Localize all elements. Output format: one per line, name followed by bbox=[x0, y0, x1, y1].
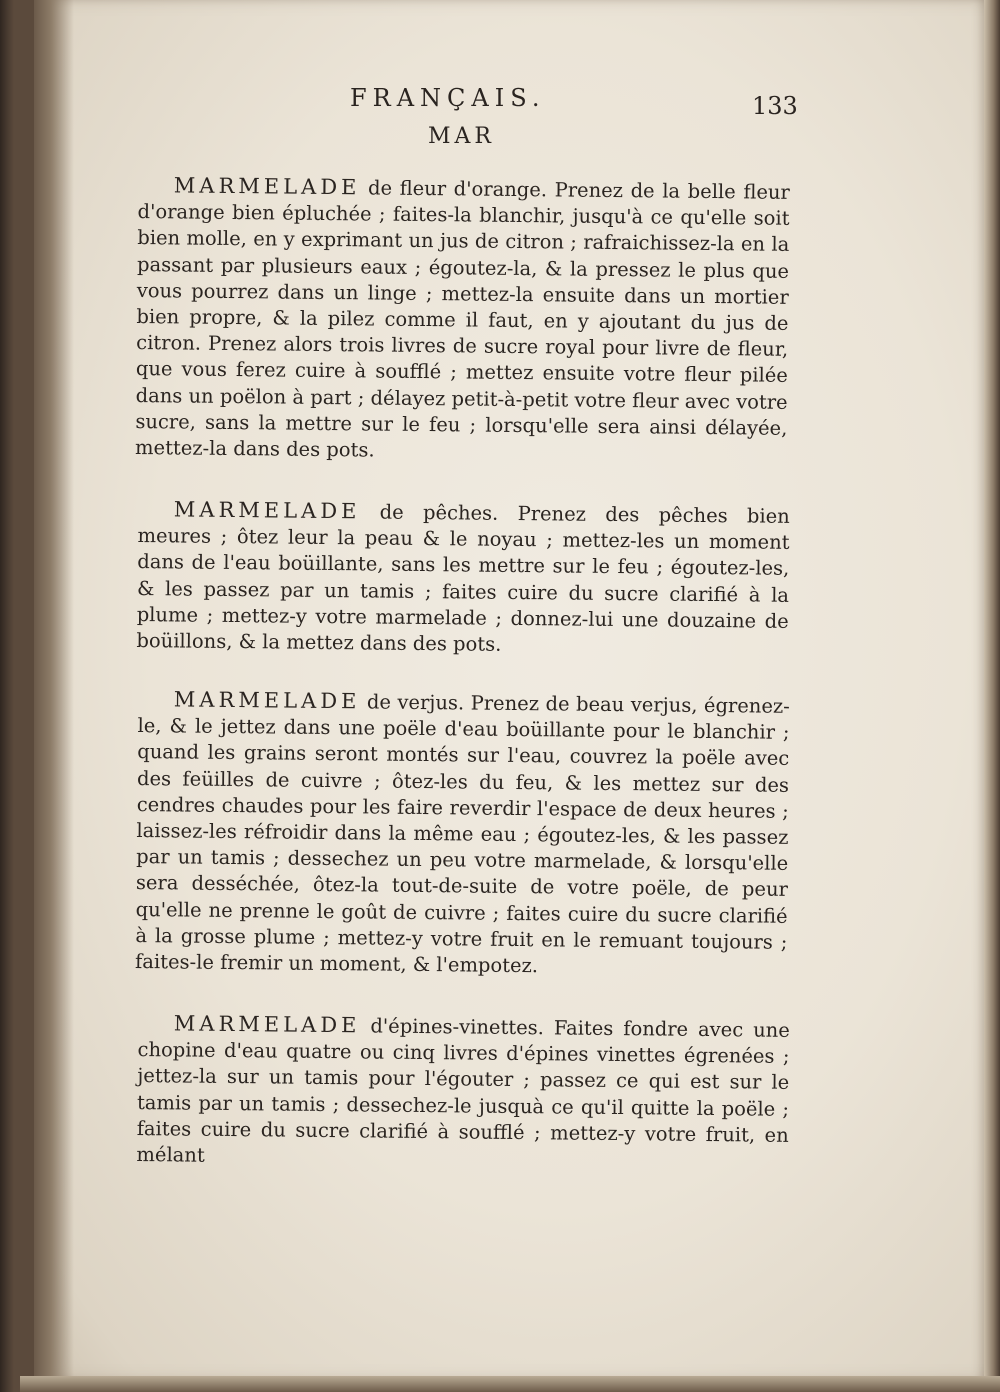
entry-body: de fleur d'orange. Prenez de la belle fleur d'orange bien épluchée ; faites-la blanchir, jusqu'à ce qu'elle soit bien molle, en y exprimant un jus de citron ; rafraichissez-la en la passant par plusieurs eaux ; égoutez-la, & la pressez le plus que vous pourrez dans un linge ; mettez-la ensuite dans un mortier bien propre, & la pilez comme il faut, en y ajoutant du jus de citron. Prenez alors trois livres de sucre royal pour livre de fleur, que vous ferez cuire à soufflé ; mettez ensuite votre fleur pilée dans un poëlon à part ; délayez petit-à-petit votre fleur avec votre sucre, sans la mettre sur le feu ; lorsqu'elle sera ainsi délayée, mettez-la dans des pots. bbox=[134, 176, 790, 462]
section-heading: MAR bbox=[428, 124, 495, 149]
entry-body: de verjus. Prenez de beau verjus, égrenez-le, & le jettez dans une poële d'eau boüillante pour le blanchir ; quand les grains seront montés sur l'eau, couvrez la poële avec des feüilles de cuivre ; ôtez-les du feu, & les mettez sur des cendres chaudes pour les faire reverdir l'espace de deux heures ; laissez-les réfroidir dans la même eau ; égoutez-les, & les passez par un tamis ; dessechez un peu votre marmelade, & lorsqu'elle sera desséchée, ôtez-la tout-de-suite de votre poële, de peur qu'elle ne prenne le goût de cuivre ; faites cuire du sucre clarifié à la grosse plume ; mettez-y votre fruit en le remuant toujours ; faites-le fremir un moment, & l'empotez. bbox=[134, 690, 790, 978]
entry-paragraph bbox=[136, 496, 790, 661]
entry-body: d'épines-vinettes. Faites fondre avec une chopine d'eau quatre ou cinq livres d'épines vinettes égrenées ; jettez-la sur un tamis pour l'égouter ; passez ce qui est sur le tamis par un tamis ; dessechez-le jusquà ce qu'il quitte la poële ; faites cuire du sucre clarifié à soufflé ; mettez-y votre fruit, en mélant bbox=[136, 1014, 790, 1167]
entry-head: MARMELADE bbox=[173, 687, 361, 714]
entry-body: de pêches. Prenez des pêches bien meures ; ôtez leur la peau & le noyau ; mettez-les un moment dans de l'eau boüillante, sans les mettre sur le feu ; égoutez-les, & les passez par un tamis ; faites cuire du sucre clarifié à la plume ; mettez-y votre marmelade ; donnez-lui une douzaine de boüillons, & la mettez dans des pots. bbox=[136, 500, 790, 656]
entry-head: MARMELADE bbox=[173, 1011, 361, 1038]
page-edge-right bbox=[984, 0, 1000, 1392]
entry-paragraph bbox=[135, 172, 790, 468]
running-title: FRANÇAIS. bbox=[350, 84, 546, 112]
entry-paragraph bbox=[136, 1010, 790, 1175]
page-number: 133 bbox=[752, 92, 798, 120]
entry-head: MARMELADE bbox=[173, 497, 361, 524]
entry-head: MARMELADE bbox=[173, 173, 361, 200]
spine-shadow bbox=[34, 0, 74, 1392]
page-edge-bottom bbox=[20, 1376, 1000, 1392]
entry-paragraph bbox=[135, 686, 790, 982]
